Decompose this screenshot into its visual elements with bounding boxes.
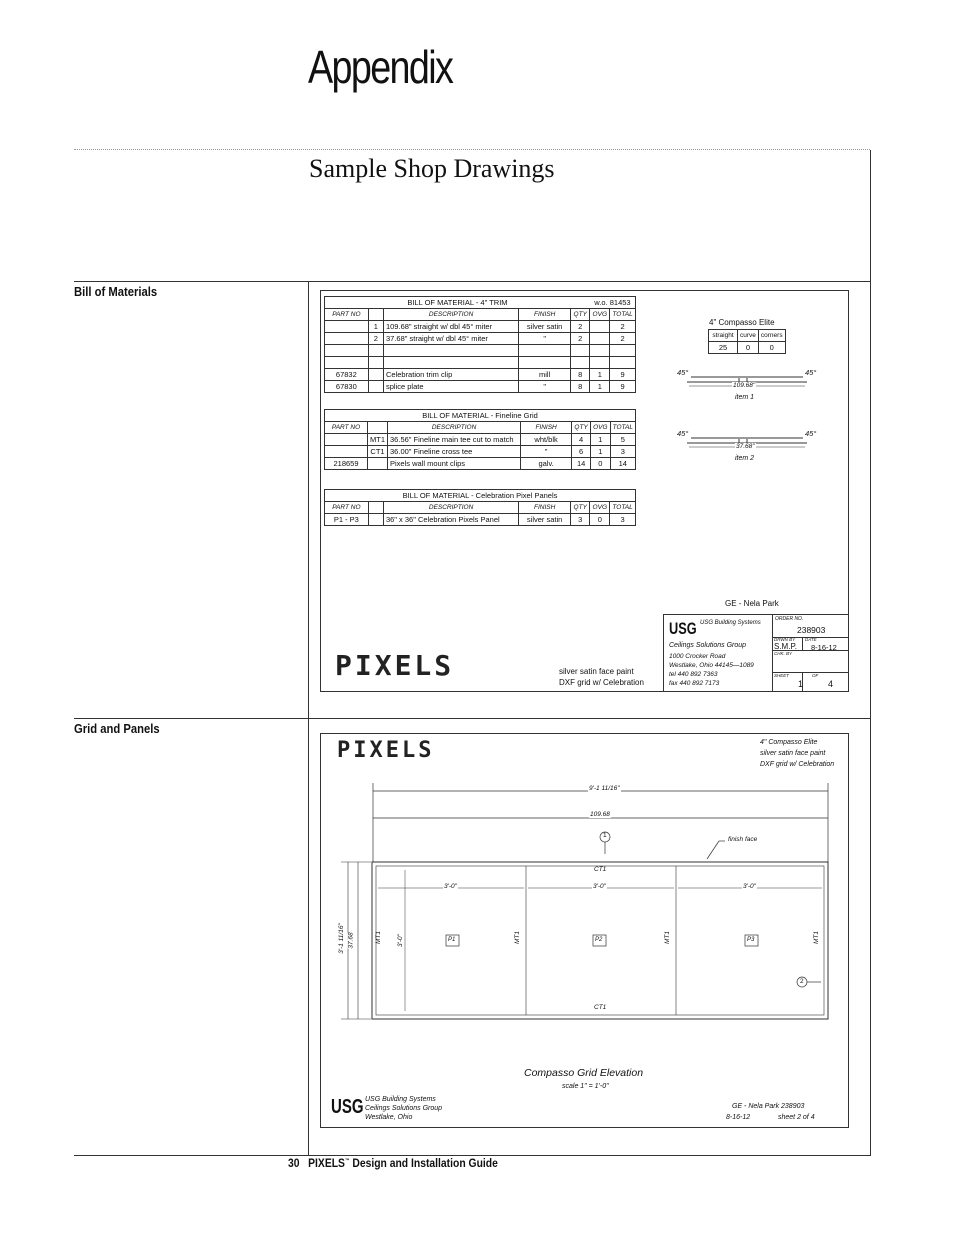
cell: CT1 <box>368 446 388 458</box>
cell: 36.00" Fineline cross tee <box>388 446 521 458</box>
usg-logo: USG <box>331 1096 364 1118</box>
compasso-value: 25 <box>709 342 738 354</box>
footer-brand: PIXELS <box>308 1158 345 1170</box>
item2-right-angle: 45° <box>805 429 817 438</box>
panel-label-p2: P2 <box>595 937 603 943</box>
cross-tee-label-bottom: CT1 <box>594 1004 607 1011</box>
table-row <box>325 369 636 381</box>
label-grid-and-panels: Grid and Panels <box>74 722 160 736</box>
header-ovg: OVG <box>591 422 610 434</box>
pixels-logo: PIXELS <box>335 649 455 682</box>
title-block <box>663 614 848 691</box>
header-part-no: PART NO <box>325 502 369 514</box>
main-tee-label: MT1 <box>514 931 521 944</box>
cell: 1 <box>591 434 610 446</box>
project-and-order: GE - Nela Park 238903 <box>732 1103 805 1110</box>
label-bill-of-materials: Bill of Materials <box>74 285 158 299</box>
trim-caption: BILL OF MATERIAL - 4" TRIM <box>325 297 590 309</box>
module-dim: 3'-0" <box>743 883 756 890</box>
table-row <box>325 446 636 458</box>
column-divider <box>308 282 309 1155</box>
cell: 3 <box>610 514 636 526</box>
compasso-header: corners <box>758 330 785 342</box>
bom-panels-table <box>324 489 636 526</box>
item1-right-angle: 45° <box>805 368 817 377</box>
cell: 2 <box>610 321 636 333</box>
pixels-logo: PIXELS <box>337 738 435 763</box>
callout-2: 2 <box>800 978 804 985</box>
paint-note: silver satin face paint <box>559 667 634 676</box>
cross-tee-label-top: CT1 <box>594 866 607 873</box>
cell: 2 <box>571 333 590 345</box>
compasso-value: 0 <box>738 342 759 354</box>
table-row <box>325 381 636 393</box>
cell <box>325 434 368 446</box>
cell <box>368 514 383 526</box>
sheet-label: SHEET <box>774 673 790 678</box>
header-total: TOTAL <box>610 502 636 514</box>
cell: 1 <box>590 369 610 381</box>
of-label: OF <box>812 673 819 678</box>
header-blank <box>368 422 388 434</box>
right-border <box>870 150 871 1156</box>
header-part-no: PART NO <box>325 309 369 321</box>
compasso-title: 4" Compasso Elite <box>709 318 775 327</box>
page-number: 30 <box>288 1158 300 1170</box>
project-name: GE - Nela Park <box>725 599 779 608</box>
address-line1: 1000 Crocker Road <box>669 653 726 660</box>
cell: 1 <box>591 446 610 458</box>
compasso-table <box>708 329 786 354</box>
header-total: TOTAL <box>610 422 635 434</box>
header-finish: FINISH <box>519 309 571 321</box>
note-paint: silver satin face paint <box>760 750 826 757</box>
header-finish: FINISH <box>519 502 571 514</box>
cell: 14 <box>572 458 591 470</box>
cell: 2 <box>571 321 590 333</box>
table-row <box>325 458 636 470</box>
cell: 1 <box>368 321 383 333</box>
footer-title: Design and Installation Guide <box>352 1158 498 1170</box>
note-grid: DXF grid w/ Celebration <box>760 761 835 768</box>
drawing-date: 8-16-12 <box>726 1114 751 1121</box>
drawing-sheet-2 <box>320 733 849 1128</box>
cell: 2 <box>610 333 636 345</box>
drawn-by: S.M.P. <box>774 642 797 651</box>
drawn-label: DRWN BY <box>774 637 796 642</box>
trademark: ™ <box>344 1158 350 1165</box>
header-total: TOTAL <box>610 309 636 321</box>
checked-label: CHK. BY <box>774 651 793 656</box>
cell: P1 - P3 <box>325 514 369 526</box>
panel-label-p3: P3 <box>747 937 755 943</box>
cell <box>325 321 369 333</box>
cell: 3 <box>571 514 590 526</box>
table-row <box>325 333 636 345</box>
fax: fax 440 892 7173 <box>669 680 720 687</box>
bottom-divider <box>74 1155 870 1156</box>
header-part-no: PART NO <box>325 422 368 434</box>
drawing-date: 8-16-12 <box>811 643 837 652</box>
sheet-number: 1 <box>798 679 804 689</box>
cell: galv. <box>521 458 572 470</box>
header-qty: QTY <box>571 309 590 321</box>
item2-length: 37.68" <box>736 443 755 450</box>
company-group: Ceilings Solutions Group <box>365 1105 443 1112</box>
dotted-divider <box>74 149 870 150</box>
cell <box>590 321 610 333</box>
title-block-rule <box>802 637 803 650</box>
cell: MT1 <box>368 434 388 446</box>
header-ovg: OVG <box>590 502 610 514</box>
cell: 14 <box>610 458 635 470</box>
module-dim: 3'-0" <box>593 883 606 890</box>
company-group: Ceilings Solutions Group <box>669 642 747 649</box>
table-row <box>325 434 636 446</box>
cell <box>325 446 368 458</box>
header-qty: QTY <box>571 502 590 514</box>
main-tee-label: MT1 <box>813 931 820 944</box>
item2-label: item 2 <box>735 455 755 462</box>
cell: 37.68" straight w/ dbl 45° miter <box>383 333 518 345</box>
compasso-value: 0 <box>758 342 785 354</box>
cell: 8 <box>571 381 590 393</box>
company-name: USG Building Systems <box>700 620 761 626</box>
cell <box>325 333 369 345</box>
cell: mill <box>519 369 571 381</box>
panel-label-p1: P1 <box>448 937 456 943</box>
cell: 9 <box>610 381 636 393</box>
table-row <box>325 345 636 357</box>
header-ovg: OVG <box>590 309 610 321</box>
panels-caption: BILL OF MATERIAL - Celebration Pixel Panels <box>325 490 636 502</box>
main-tee-label: MT1 <box>375 931 382 944</box>
cell: 9 <box>610 369 636 381</box>
overall-height-dim: 3'-1 11/16" <box>337 923 345 954</box>
row-divider <box>74 718 870 719</box>
title-block-divider <box>772 615 773 691</box>
cell: splice plate <box>383 381 518 393</box>
section-title: Sample Shop Drawings <box>309 154 555 183</box>
page-footer <box>288 1158 498 1170</box>
item1-left-angle: 45° <box>677 368 689 377</box>
table-row <box>325 514 636 526</box>
usg-logo: USG <box>669 619 697 638</box>
cell: " <box>519 333 571 345</box>
elevation-scale: scale 1" = 1'-0" <box>562 1083 609 1090</box>
cell: silver satin <box>519 514 571 526</box>
cell: 109.68" straight w/ dbl 45° miter <box>383 321 518 333</box>
cell: 0 <box>590 514 610 526</box>
header-blank <box>368 309 383 321</box>
compasso-header: curve <box>738 330 759 342</box>
header-qty: QTY <box>572 422 591 434</box>
cell: 2 <box>368 333 383 345</box>
order-label: ORDER NO. <box>775 616 804 622</box>
grid-note: DXF grid w/ Celebration <box>559 678 644 687</box>
callout-1: 1 <box>603 832 607 839</box>
cell: 6 <box>572 446 591 458</box>
cell: Celebration trim clip <box>383 369 518 381</box>
vertical-module-dim: 3'-0" <box>396 934 404 947</box>
module-dim: 3'-0" <box>444 883 457 890</box>
overall-length-decimal: 109.68 <box>590 811 610 818</box>
header-description: DESCRIPTION <box>383 502 518 514</box>
cell: 4 <box>572 434 591 446</box>
sheet-number: sheet 2 of 4 <box>778 1114 815 1121</box>
table-row <box>325 357 636 369</box>
bom-fineline-table <box>324 409 636 470</box>
cell: silver satin <box>519 321 571 333</box>
cell: 218659 <box>325 458 368 470</box>
sheet-count: 4 <box>828 679 834 689</box>
cell: 5 <box>610 434 635 446</box>
telephone: tel 440 892 7363 <box>669 671 718 678</box>
cell <box>368 381 383 393</box>
cell: 36.56" Fineline main tee cut to match <box>388 434 521 446</box>
cell: Pixels wall mount clips <box>388 458 521 470</box>
item1-length: 109.68" <box>733 382 756 389</box>
header-description: DESCRIPTION <box>383 309 518 321</box>
cell: " <box>519 381 571 393</box>
item2-left-angle: 45° <box>677 429 689 438</box>
cell: 67832 <box>325 369 369 381</box>
cell: " <box>521 446 572 458</box>
address-line2: Westlake, Ohio 44145—1089 <box>669 662 754 669</box>
cell: 3 <box>610 446 635 458</box>
cell <box>590 333 610 345</box>
fineline-caption: BILL OF MATERIAL - Fineline Grid <box>325 410 636 422</box>
cell: 36" x 36" Celebration Pixels Panel <box>383 514 518 526</box>
item1-label: item 1 <box>735 394 755 401</box>
company-name: USG Building Systems <box>365 1096 436 1103</box>
cell <box>368 369 383 381</box>
company-location: Westlake, Ohio <box>365 1114 413 1121</box>
cell: 1 <box>590 381 610 393</box>
cell: 67830 <box>325 381 369 393</box>
overall-height-decimal: 37.68 <box>347 932 355 949</box>
cell: 8 <box>571 369 590 381</box>
cell: 0 <box>591 458 610 470</box>
date-label: DATE <box>805 637 817 642</box>
note-compasso: 4" Compasso Elite <box>760 739 818 746</box>
table-row <box>325 321 636 333</box>
row-divider <box>74 281 870 282</box>
bom-trim-table <box>324 296 636 393</box>
header-finish: FINISH <box>521 422 572 434</box>
drawing-sheet-1 <box>320 290 849 692</box>
cell <box>368 458 388 470</box>
page-title: Appendix <box>308 41 453 93</box>
work-order: w.o. 81453 <box>590 297 636 309</box>
finish-face-note: finish face <box>728 836 758 843</box>
main-tee-label: MT1 <box>664 931 671 944</box>
order-number: 238903 <box>797 625 826 635</box>
overall-length-dim: 9'-1 11/16" <box>589 785 620 792</box>
header-blank <box>368 502 383 514</box>
elevation-title: Compasso Grid Elevation <box>524 1067 644 1079</box>
header-description: DESCRIPTION <box>388 422 521 434</box>
compasso-header: straight <box>709 330 738 342</box>
cell: wht/blk <box>521 434 572 446</box>
